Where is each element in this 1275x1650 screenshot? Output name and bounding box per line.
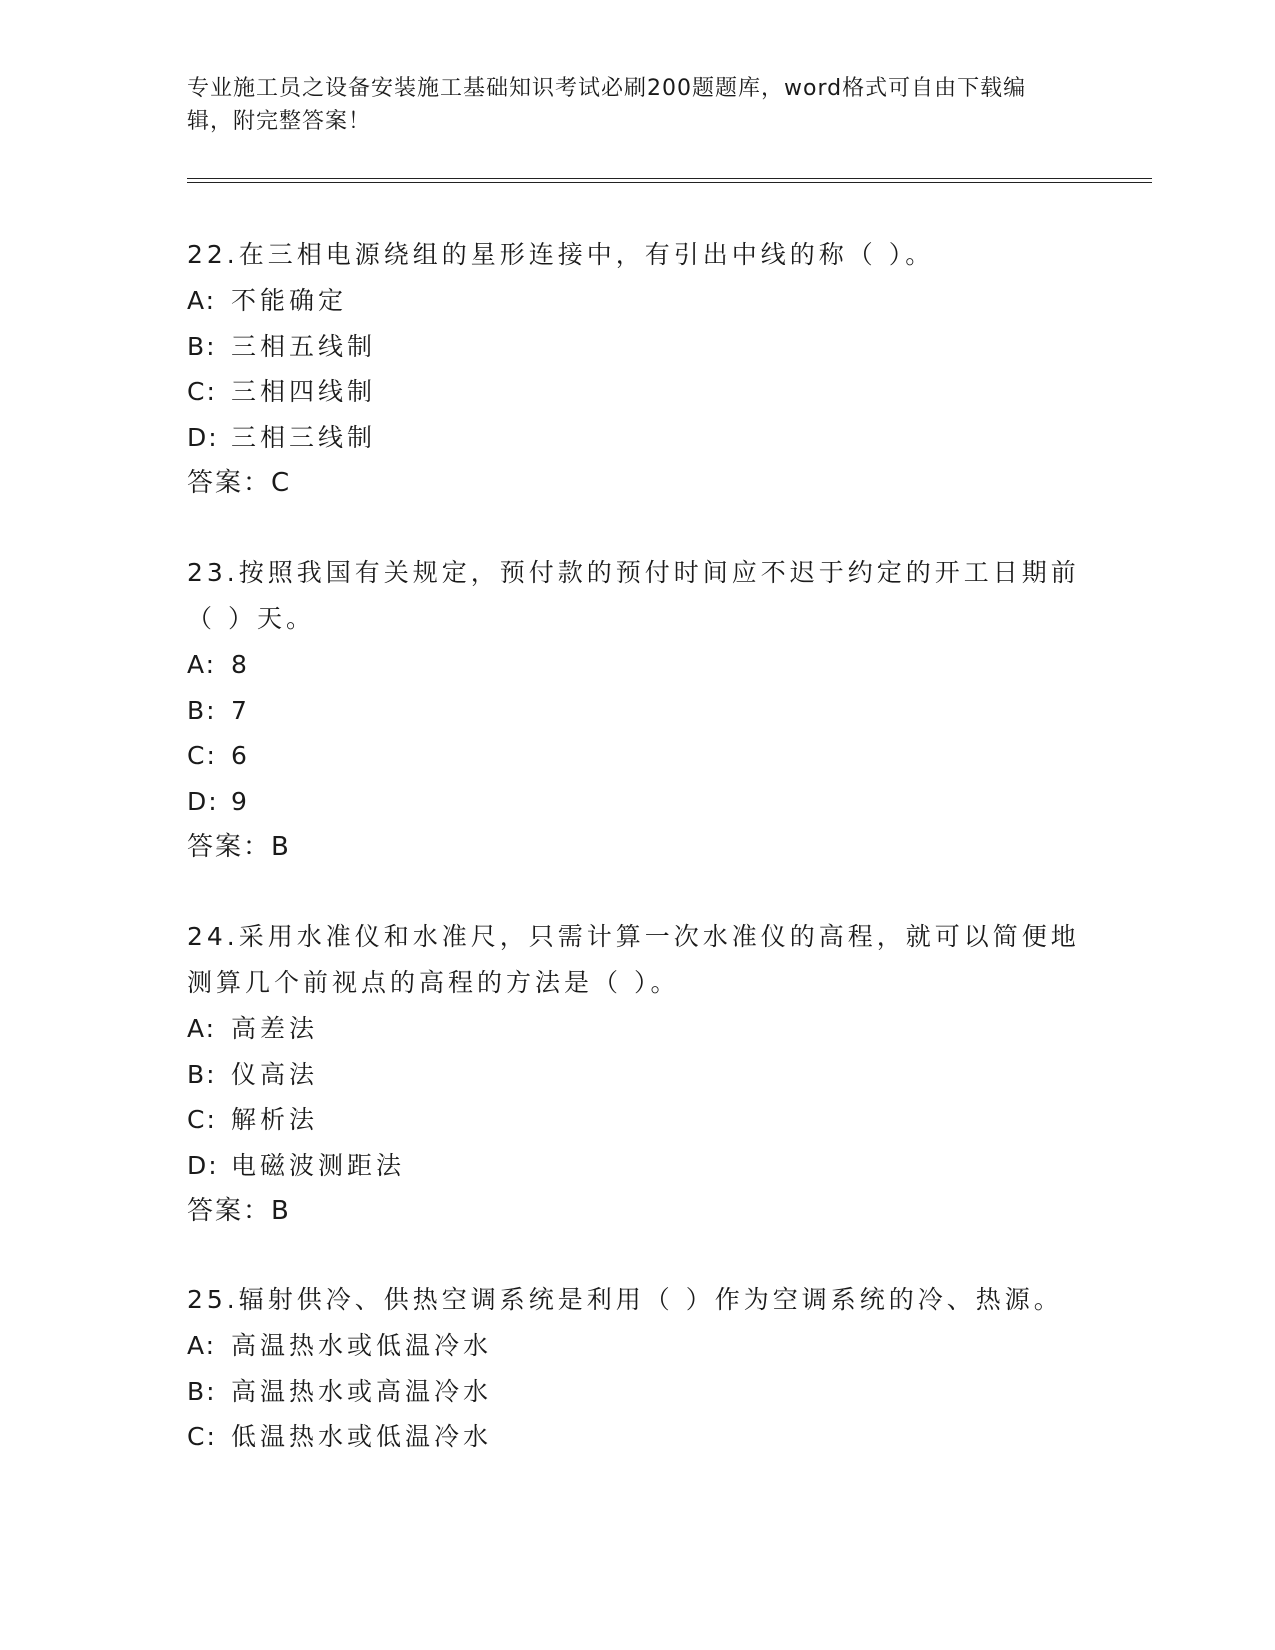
option-letter: C: (187, 377, 217, 406)
option-text: 不能确定 (231, 286, 348, 315)
option-b (187, 1369, 1087, 1415)
option-a (187, 1323, 1087, 1369)
option-letter: C: (187, 1105, 217, 1134)
option-text: 三相五线制 (231, 331, 377, 361)
option-d (187, 779, 1087, 825)
option-letter: C: (187, 1422, 217, 1451)
option-text: 高温热水或低温冷水 (231, 1331, 493, 1360)
option-text: 三相三线制 (231, 422, 377, 452)
option-text: 高差法 (231, 1014, 319, 1043)
option-letter: A: (187, 650, 217, 679)
option-d (187, 1143, 1087, 1189)
document-header (187, 72, 1067, 138)
option-b (187, 688, 1087, 734)
option-b (187, 1052, 1087, 1098)
question-stem: 24.采用水准仪和水准尺，只需计算一次水准仪的高程，就可以简便地测算几个前视点的高程的方法是（ ）。 (187, 922, 1080, 997)
option-a (187, 642, 1087, 688)
option-b (187, 324, 1087, 370)
option-a (187, 1006, 1087, 1052)
option-c (187, 369, 1087, 415)
option-letter: A: (187, 1331, 217, 1360)
option-text: 7 (231, 695, 251, 725)
question-stem: 25.辐射供冷、供热空调系统是利用（ ）作为空调系统的冷、热源。 (187, 1285, 1063, 1314)
option-c (187, 733, 1087, 779)
option-text: 9 (231, 786, 251, 816)
question-24 (187, 914, 1087, 1234)
option-text: 8 (231, 650, 251, 679)
header-double-rule (187, 178, 1152, 183)
question-23 (187, 550, 1087, 870)
option-c (187, 1414, 1087, 1460)
option-d (187, 415, 1087, 461)
option-letter: B: (187, 331, 217, 361)
option-letter: B: (187, 1376, 217, 1406)
answer-line: 答案：B (187, 1196, 291, 1226)
option-text: 高温热水或高温冷水 (231, 1376, 493, 1406)
option-text: 低温热水或低温冷水 (231, 1422, 493, 1451)
option-letter: D: (187, 422, 219, 452)
option-c (187, 1097, 1087, 1143)
option-text: 三相四线制 (231, 377, 377, 406)
option-letter: A: (187, 286, 217, 315)
option-letter: D: (187, 786, 219, 816)
question-stem: 23.按照我国有关规定，预付款的预付时间应不迟于约定的开工日期前（ ）天。 (187, 558, 1080, 633)
question-25 (187, 1277, 1087, 1460)
option-letter: B: (187, 695, 217, 725)
option-letter: B: (187, 1059, 217, 1089)
document-title: 专业施工员之设备安装施工基础知识考试必刷200题题库，word格式可自由下载编辑，附完整答案！ (187, 76, 1027, 134)
answer-line: 答案：B (187, 832, 291, 862)
question-22 (187, 232, 1087, 506)
option-letter: A: (187, 1014, 217, 1043)
option-letter: C: (187, 741, 217, 770)
option-text: 解析法 (231, 1105, 319, 1134)
option-text: 电磁波测距法 (231, 1150, 406, 1180)
option-a (187, 278, 1087, 324)
option-letter: D: (187, 1150, 219, 1180)
answer-line: 答案：C (187, 468, 292, 498)
question-stem: 22.在三相电源绕组的星形连接中，有引出中线的称（ ）。 (187, 240, 935, 269)
option-text: 6 (231, 741, 251, 770)
option-text: 仪高法 (231, 1059, 319, 1089)
